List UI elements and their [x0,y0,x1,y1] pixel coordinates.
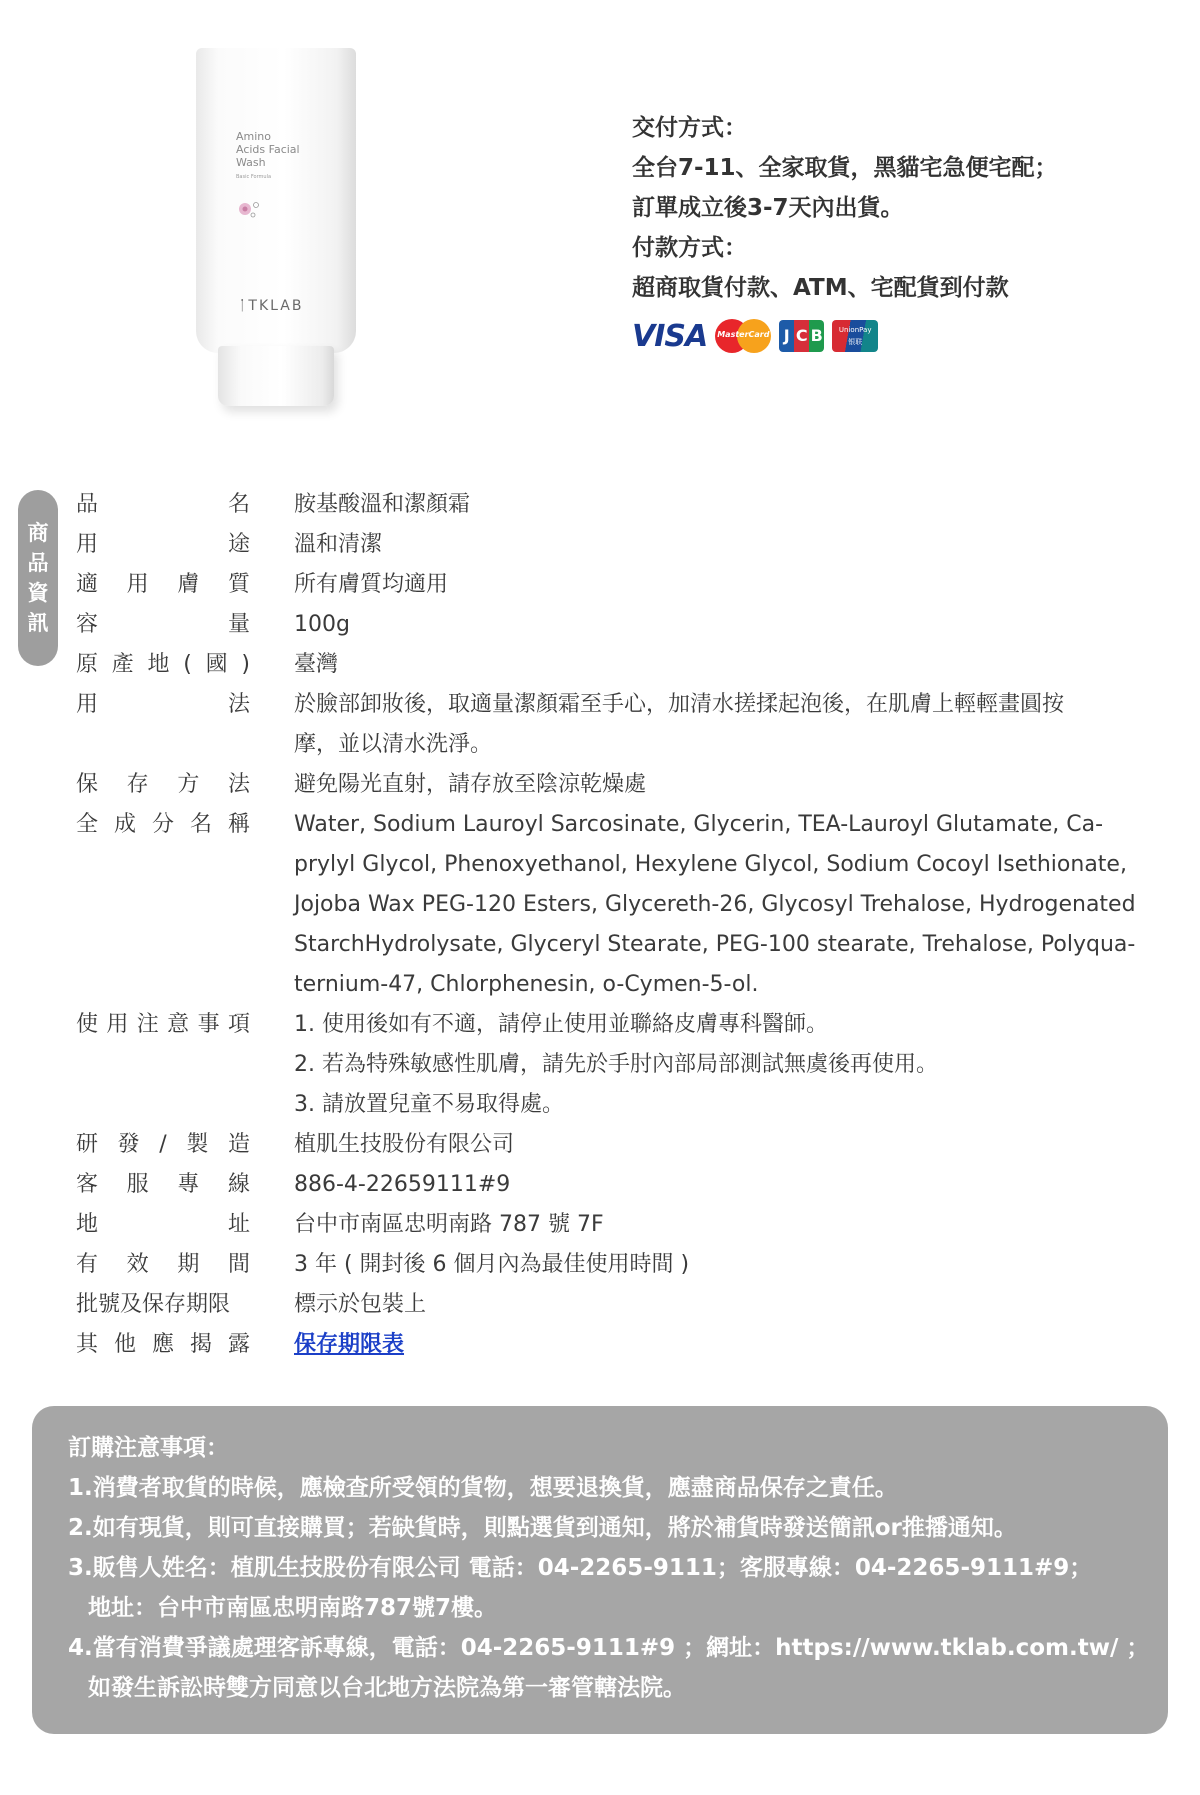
notice-line: 1.消費者取貨的時候，應檢查所受領的貨物，想要退換貨，應盡商品保存之責任。 [68,1475,898,1501]
label-char: 國 [205,652,228,677]
value-line: 1. 使用後如有不適，請停止使用並聯絡皮膚專科醫師。 [294,1012,828,1037]
label-char: 址 [227,1212,250,1237]
info-value [294,1005,1154,1125]
order-notice-box [32,1406,1168,1734]
label-char: 膚 [177,572,200,597]
info-label [76,485,250,525]
info-value [294,765,1154,805]
label-char: 名 [227,492,250,517]
label-char: 保 [76,772,99,797]
label-char: 用 [106,1012,129,1037]
info-row [76,1245,1156,1285]
value-line: 所有膚質均適用 [294,572,449,597]
label-char: 途 [227,532,250,557]
label-char: 量 [227,612,250,637]
shelf-life-link[interactable]: 保存期限表 [294,1332,405,1357]
label-char: 他 [113,1332,136,1357]
label-char: 製 [186,1132,209,1157]
label-char: 有 [76,1252,99,1277]
value-line: 886-4-22659111#9 [294,1172,511,1197]
value-line: 2. 若為特殊敏感性肌膚，請先於手肘內部局部測試無虞後再使用。 [294,1052,938,1077]
value-line: StarchHydrolysate, Glyceryl Stearate, PEG-100 stearate, Trehalose, Polyqua- [294,932,1136,957]
label-char: 注 [136,1012,159,1037]
label-char: 間 [227,1252,250,1277]
info-row [76,805,1156,1005]
label-char: 分 [151,812,174,837]
info-value [294,565,1154,605]
tube-name-line: Wash [236,156,266,169]
info-label [76,685,250,765]
notice-line: 如發生訴訟時雙方同意以台北地方法院為第一審管轄法院。 [88,1675,686,1701]
info-row [76,1005,1156,1125]
label-char: 專 [177,1172,200,1197]
jcb-letter: C [794,320,809,352]
label-char: / [159,1132,167,1157]
value-line: 溫和清潔 [294,532,383,557]
label-char: 適 [76,572,99,597]
info-value [294,1165,1154,1205]
label-char: 期 [177,1252,200,1277]
info-label [76,1245,250,1285]
value-line: 植肌生技股份有限公司 [294,1132,515,1157]
info-value [294,1285,1154,1325]
notice-line: 地址：台中市南區忠明南路787號7樓。 [88,1595,498,1621]
label-char: 露 [227,1332,250,1357]
info-label [76,1205,250,1245]
label-char: ( [183,652,192,677]
label-char: 服 [126,1172,149,1197]
info-label [76,645,250,685]
info-value [294,1125,1154,1165]
info-row [76,1205,1156,1245]
delivery-line: 訂單成立後3-7天內出貨。 [632,195,904,221]
tab-char: 商 [27,521,49,545]
info-row [76,605,1156,645]
value-line: 3 年 ( 開封後 6 個月內為最佳使用時間 ) [294,1252,690,1277]
info-label [76,1325,250,1365]
info-row [76,1125,1156,1165]
label-char: 研 [76,1132,99,1157]
label-char: ) [241,652,250,677]
value-line: ternium-47, Chlorphenesin, o-Cymen-5-ol. [294,972,759,997]
info-label [76,1125,250,1165]
label-char: 品 [76,492,99,517]
unionpay-text: 银联 [848,338,863,346]
tube-product-name [236,130,316,169]
delivery-info [632,108,1058,308]
info-value [294,1325,1154,1365]
label-char: 事 [197,1012,220,1037]
label-char: 成 [113,812,136,837]
info-label [76,565,250,605]
mastercard-logo [715,319,771,353]
label-char: 發 [117,1132,140,1157]
label-char: 用 [76,532,99,557]
info-value [294,645,1154,685]
tube-name-line: Acids Facial [236,143,300,156]
tube-brand-text: TKLAB [248,298,304,314]
info-value [294,685,1154,765]
label-char: 項 [227,1012,250,1037]
label-char: 使 [76,1012,99,1037]
label-char: 效 [126,1252,149,1277]
product-info-tab [18,490,58,666]
info-label [76,605,250,645]
value-line: 台中市南區忠明南路 787 號 7F [294,1212,604,1237]
product-image [196,48,356,408]
info-row [76,1285,1156,1325]
label-char: 批號及保存期限 [76,1292,231,1317]
jcb-logo [779,320,824,352]
label-char: 全 [76,812,99,837]
info-label [76,1165,250,1205]
label-char: 存 [126,772,149,797]
info-value [294,525,1154,565]
label-char: 質 [227,572,250,597]
notice-title: 訂購注意事項： [68,1435,229,1461]
info-value [294,605,1154,645]
unionpay-logo [832,320,878,352]
label-char: 揭 [189,1332,212,1357]
label-char: 稱 [227,812,250,837]
value-line: 臺灣 [294,652,339,677]
value-line: prylyl Glycol, Phenoxyethanol, Hexylene Glycol, Sodium Cocoyl Isethionate, [294,852,1127,877]
label-char: 線 [227,1172,250,1197]
notice-line: 3.販售人姓名：植肌生技股份有限公司 電話：04-2265-9111；客服專線：04-2265-9111#9； [68,1555,1093,1581]
info-value [294,1205,1154,1245]
bubble-icon [236,200,262,220]
label-char: 應 [151,1332,174,1357]
value-line: 避免陽光直射，請存放至陰涼乾燥處 [294,772,647,797]
mastercard-text: MasterCard [717,330,770,339]
tab-char: 訊 [27,611,49,635]
label-char: 容 [76,612,99,637]
info-label [76,1285,250,1325]
info-value [294,805,1154,1005]
info-row [76,565,1156,605]
info-label [76,805,250,1005]
info-row [76,485,1156,525]
jcb-letter: B [809,320,824,352]
delivery-line: 交付方式： [632,115,747,141]
info-row [76,685,1156,765]
tube-subtitle: Basic Formula [236,174,272,180]
label-char: 產 [111,652,134,677]
info-value [294,485,1154,525]
value-line: Jojoba Wax PEG-120 Esters, Glycereth-26, Glycosyl Trehalose, Hydrogenated [294,892,1136,917]
visa-logo: VISA [632,318,708,354]
info-row [76,1325,1156,1365]
info-value [294,1245,1154,1285]
tab-char: 品 [27,551,49,575]
value-line: 摩，並以清水洗淨。 [294,732,493,757]
info-row [76,765,1156,805]
info-row [76,1165,1156,1205]
label-char: 用 [126,572,149,597]
payment-logos [632,318,878,354]
info-row [76,645,1156,685]
info-label [76,1005,250,1125]
jcb-letter: J [779,320,794,352]
value-line: 3. 請放置兒童不易取得處。 [294,1092,564,1117]
value-line: 胺基酸溫和潔顏霜 [294,492,471,517]
info-row [76,525,1156,565]
delivery-line: 付款方式： [632,235,747,261]
tube-name-line: Amino [236,130,271,143]
value-line: 於臉部卸妝後，取適量潔顏霜至手心，加清水搓揉起泡後，在肌膚上輕輕畫圓按 [294,692,1065,717]
delivery-line: 超商取貨付款、ATM、宅配貨到付款 [632,275,1009,301]
label-char: 造 [227,1132,250,1157]
label-char: 法 [227,772,250,797]
notice-line: 4.當有消費爭議處理客訴專線，電話：04-2265-9111#9 ；網址：https://www.tklab.com.tw/ ； [68,1635,1150,1661]
info-label [76,765,250,805]
tab-char: 資 [27,581,49,605]
label-char: 地 [76,1212,99,1237]
value-line: 標示於包裝上 [294,1292,427,1317]
label-char: 用 [76,692,99,717]
label-char: 地 [147,652,170,677]
tube-brand: ᛙTKLAB [238,298,304,314]
delivery-line: 全台7-11、全家取貨，黑貓宅急便宅配； [632,155,1058,181]
label-char: 名 [189,812,212,837]
notice-line: 2.如有現貨，則可直接購買；若缺貨時，則點選貨到通知，將於補貨時發送簡訊or推播通知。 [68,1515,1017,1541]
info-label [76,525,250,565]
tube-cap [218,346,334,406]
product-info-table [76,485,1156,1365]
label-char: 原 [76,652,99,677]
label-char: 客 [76,1172,99,1197]
value-line: Water, Sodium Lauroyl Sarcosinate, Glycerin, TEA-Lauroyl Glutamate, Ca- [294,812,1104,837]
label-char: 意 [167,1012,190,1037]
value-line: 100g [294,612,350,637]
unionpay-text: UnionPay [838,326,872,334]
label-char: 法 [227,692,250,717]
label-char: 方 [177,772,200,797]
label-char: 其 [76,1332,99,1357]
